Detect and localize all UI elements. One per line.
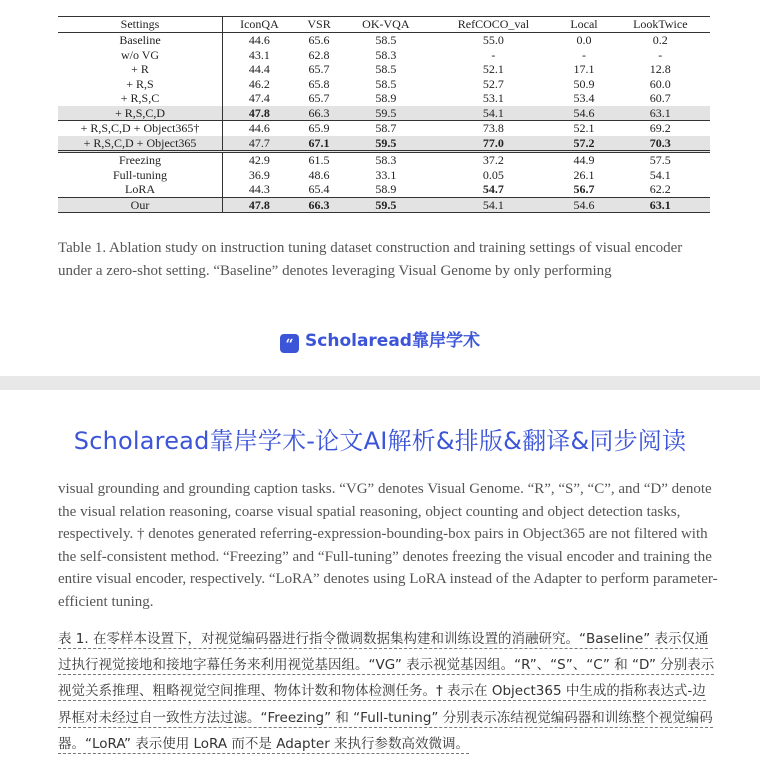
score-cell: 54.7: [482, 182, 504, 196]
score-cell: 54.1: [429, 106, 557, 121]
score-cell: 53.4: [573, 91, 595, 105]
table-row: [58, 77, 710, 92]
score-cell: 58.3: [375, 47, 397, 62]
score-cell: 57.2: [557, 136, 610, 152]
score-cell: 65.9: [296, 121, 342, 136]
score-cell: 58.7: [342, 121, 429, 136]
score-cell: 62.8: [308, 47, 330, 62]
setting-cell: Our: [58, 197, 223, 213]
section-divider: [0, 376, 760, 390]
caption-translation-zh: [58, 626, 718, 757]
score-cell: 47.7: [223, 136, 296, 152]
ablation-table: [58, 16, 710, 213]
score-cell: 65.8: [308, 76, 330, 91]
setting-cell: + R: [58, 62, 223, 77]
table-row: [58, 48, 710, 63]
score-cell: 66.3: [296, 197, 342, 213]
setting-cell: Freezing: [58, 152, 223, 168]
score-cell: 54.1: [649, 167, 671, 182]
score-cell: 57.5: [611, 152, 710, 168]
score-cell: 63.1: [611, 197, 710, 213]
header-refcoco: RefCOCO_val: [429, 17, 557, 33]
score-cell: 0.05: [482, 167, 504, 182]
score-cell: 0.0: [576, 33, 592, 47]
score-cell: 12.8: [649, 62, 671, 76]
score-cell: 59.5: [342, 106, 429, 121]
score-cell: 55.0: [482, 33, 504, 47]
score-cell: 62.2: [649, 182, 671, 196]
score-cell: 67.1: [296, 136, 342, 152]
score-cell: -: [491, 47, 496, 62]
table-row: [58, 152, 710, 168]
score-cell: 58.3: [342, 152, 429, 168]
setting-cell: + R,S,C,D: [58, 106, 223, 121]
score-cell: 50.9: [573, 76, 595, 91]
score-cell: 65.4: [308, 182, 330, 196]
score-cell: 59.5: [342, 197, 429, 213]
score-cell: 26.1: [573, 167, 595, 182]
score-cell: 52.1: [557, 121, 610, 136]
translation-text[interactable]: 表 1. 在零样本设置下，对视觉编码器进行指令微调数据集构建和训练设置的消融研究。“Baseline” 表示仅通过执行视觉接地和接地字幕任务来利用视觉基因组。“VG” 表示视觉基因组。“R”、“S”、“C” 和 “D” 分别表示视觉关系推理、粗略视觉空间推理、物体计数和物体检测任务。† 表示在 Object365 中生成的指称表达式-边界框对未经过自一致性方法过滤。“Freezing” 和 “Full-tuning” 分别表示冻结视觉编码器和训练整个视觉编码器。“LoRA” 表示使用 LoRA 而不是 Adapter 来执行参数高效微调。: [58, 631, 715, 752]
score-cell: 65.6: [308, 33, 330, 47]
setting-cell: LoRA: [58, 182, 223, 197]
score-cell: 17.1: [573, 62, 595, 76]
score-cell: 37.2: [429, 152, 557, 168]
score-cell: 61.5: [296, 152, 342, 168]
header-looktwice: LookTwice: [611, 17, 710, 33]
score-cell: 60.7: [649, 91, 671, 105]
score-cell: 47.8: [223, 197, 296, 213]
score-cell: 52.1: [482, 62, 504, 76]
score-cell: 58.9: [375, 91, 397, 105]
header-okvqa: OK-VQA: [342, 17, 429, 33]
score-cell: 44.9: [557, 152, 610, 168]
table-row: [58, 197, 710, 213]
score-cell: 63.1: [611, 106, 710, 121]
promo-banner[interactable]: Scholaread靠岸学术-论文AI解析&排版&翻译&同步阅读: [73, 427, 687, 455]
score-cell: -: [582, 47, 586, 62]
header-vsr: VSR: [296, 17, 342, 33]
table-row: [58, 91, 710, 106]
setting-cell: Full-tuning: [58, 168, 223, 183]
score-cell: 33.1: [375, 167, 397, 182]
setting-cell: Baseline: [58, 33, 223, 48]
score-cell: 42.9: [223, 152, 296, 168]
score-cell: 54.1: [429, 197, 557, 213]
score-cell: 56.7: [573, 182, 595, 196]
score-cell: 69.2: [611, 121, 710, 136]
score-cell: 54.6: [557, 197, 610, 213]
score-cell: 0.2: [652, 33, 668, 47]
setting-cell: w/o VG: [58, 48, 223, 63]
score-cell: 77.0: [429, 136, 557, 152]
table-row: [58, 121, 710, 136]
score-cell: 46.2: [248, 76, 270, 91]
caption-continuation-en: visual grounding and grounding caption tasks. “VG” denotes Visual Genome. “R”, “S”, “C”, and “D” denote the visual relation reasoning, coarse visual spatial reasoning, object counting and object detection tasks, respectively. † denotes generated referring-expression-bounding-box pairs in Object365 are not filtered with the self-consistent method. “Freezing” and “Full-tuning” denotes freezing the visual encoder and training the entire visual encoder, respectively. “LoRA” denotes using LoRA instead of the Adapter to perform parameter-efficient tuning.: [58, 481, 718, 610]
scholaread-logo-icon: “: [280, 334, 299, 353]
brand-watermark[interactable]: [0, 326, 760, 353]
score-cell: 70.3: [611, 136, 710, 152]
score-cell: 58.5: [375, 33, 397, 47]
score-cell: -: [658, 47, 663, 62]
score-cell: 58.5: [375, 62, 397, 76]
score-cell: 58.9: [375, 182, 397, 196]
table-row: [58, 168, 710, 183]
table-row: [58, 136, 710, 152]
table-header-row: [58, 17, 710, 33]
score-cell: 43.1: [248, 47, 270, 62]
score-cell: 48.6: [308, 167, 330, 182]
setting-cell: + R,S,C,D + Object365†: [58, 121, 223, 136]
score-cell: 54.6: [557, 106, 610, 121]
setting-cell: + R,S,C: [58, 91, 223, 106]
setting-cell: + R,S,C,D + Object365: [58, 136, 223, 152]
score-cell: 58.5: [375, 76, 397, 91]
score-cell: 60.0: [649, 76, 671, 91]
setting-cell: + R,S: [58, 77, 223, 92]
header-local: Local: [557, 17, 610, 33]
score-cell: 36.9: [248, 167, 270, 182]
score-cell: 65.7: [308, 62, 330, 76]
score-cell: 44.6: [223, 121, 296, 136]
score-cell: 73.8: [429, 121, 557, 136]
table-row: [58, 106, 710, 121]
top-panel: [0, 0, 760, 376]
header-iconqa: IconQA: [223, 17, 296, 33]
table-caption: Table 1. Ablation study on instruction tuning dataset construction and training settings of visual encoder under a zero-shot setting. “Baseline” denotes leveraging Visual Genome by only performing: [58, 240, 683, 279]
score-cell: 59.5: [342, 136, 429, 152]
header-settings: Settings: [58, 17, 223, 33]
score-cell: 53.1: [482, 91, 504, 105]
table-row: [58, 182, 710, 197]
table-row: [58, 33, 710, 48]
table-row: [58, 62, 710, 77]
score-cell: 66.3: [296, 106, 342, 121]
score-cell: 52.7: [482, 76, 504, 91]
table-body: [58, 33, 710, 213]
score-cell: 44.6: [248, 33, 270, 47]
score-cell: 47.4: [248, 91, 270, 105]
brand-name: Scholaread靠岸学术: [305, 331, 480, 351]
score-cell: 47.8: [223, 106, 296, 121]
score-cell: 44.3: [248, 182, 270, 196]
score-cell: 44.4: [248, 62, 270, 76]
score-cell: 65.7: [308, 91, 330, 105]
